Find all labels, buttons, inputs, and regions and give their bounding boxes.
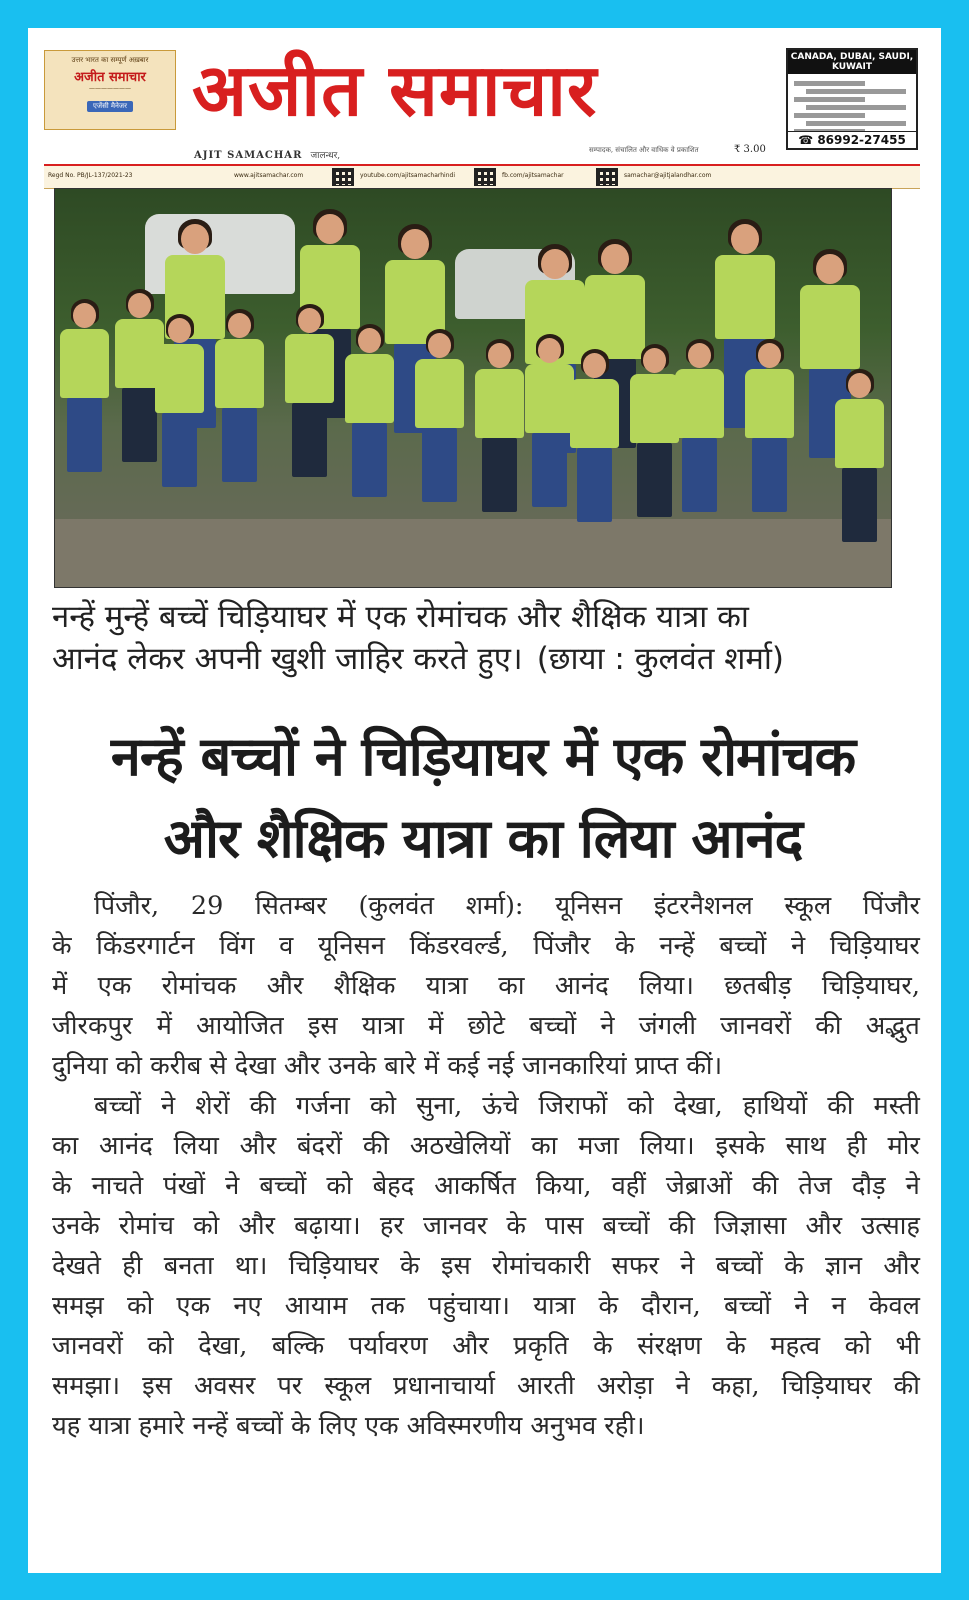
article-line: के किंडरगार्टन विंग व यूनिसन किंडरवर्ल्ड, पिंजौर के नन्हें बच्चों ने चिड़ियाघर (52, 931, 920, 961)
article-line: समझा। इस अवसर पर स्कूल प्रधानाचार्या आरती अरोड़ा ने कहा, चिड़ियाघर की (52, 1371, 920, 1401)
qr-code-icon (596, 168, 618, 186)
article-headline (48, 716, 918, 880)
article-line: देखते ही बनता था। चिड़ियाघर के इस रोमांचकारी सफर ने बच्चों के ज्ञान और (52, 1251, 920, 1281)
article-line: में एक रोमांचक और शैक्षिक यात्रा का आनंद लिया। छतबीड़ चिड़ियाघर, (52, 971, 920, 1001)
article-line: जानवरों को देखा, बल्कि पर्यावरण और प्रकृति के संरक्षण के महत्व को भी (52, 1331, 920, 1361)
caption-line: नन्हें मुन्हें बच्चें चिड़ियाघर में एक रोमांचक और शैक्षिक यात्रा का (52, 599, 749, 635)
website: www.ajitsamachar.com (234, 172, 304, 179)
email: samachar@ajitjalandhar.com (624, 172, 712, 179)
article-line: यह यात्रा हमारे नन्हें बच्चों के लिए एक अविस्मरणीय अनुभव रही। (52, 1411, 645, 1441)
photo-credit: (छाया : कुलवंत शर्मा) (536, 641, 785, 677)
qr-code-icon (474, 168, 496, 186)
ad-phone-number: 86992-27455 (817, 133, 906, 147)
article-line: जीरकपुर में आयोजित इस यात्रा में छोटे बच्चों ने जंगली जानवरों की अद्भुत (52, 1011, 920, 1041)
ad-fineprint-decor (794, 78, 912, 137)
article-body (52, 886, 920, 1446)
qr-code-icon (332, 168, 354, 186)
newspaper-title: अजीत समाचार (192, 47, 598, 132)
ear-agency-badge: एजेंसी मैनेजर (87, 101, 133, 112)
facebook-link: fb.com/ajitsamachar (502, 172, 564, 179)
info-bar (44, 164, 920, 189)
caption-line: आनंद लेकर अपनी खुशी जाहिर करते हुए। (52, 641, 523, 677)
article-line: बच्चों ने शेरों की गर्जना को सुना, ऊंचे जिराफों को देखा, हाथियों की मस्ती (94, 1091, 920, 1121)
masthead-subline (194, 143, 774, 163)
ear-brand: अजीत समाचार (74, 70, 146, 85)
article-line: समझ को एक नए आयाम तक पहुंचाया। यात्रा के दौरान, बच्चों ने न केवल (52, 1291, 920, 1321)
left-ear-ad (44, 50, 176, 130)
article-line: पिंजौर, 29 सितम्बर (कुलवंत शर्मा): यूनिसन इंटरनैशनल स्कूल पिंजौर (94, 891, 920, 921)
ear-tagline: उत्तर भारत का सम्पूर्ण अख़बार (71, 56, 149, 64)
article-line: का आनंद लिया और बंदरों की अठखेलियों का मजा लिया। इसके साथ ही मोर (52, 1131, 920, 1161)
youtube-link: youtube.com/ajitsamacharhindi (360, 172, 455, 179)
ear-fineprint-decor: ——————— (89, 85, 131, 92)
article-line: दुनिया को करीब से देखा और उनके बारे में कई नई जानकारियां प्राप्त कीं। (52, 1051, 723, 1081)
edition-city: जालन्धर, (310, 151, 341, 161)
ground (55, 519, 891, 588)
title-latin: AJIT SAMACHAR (194, 150, 303, 161)
article-line: उनके रोमांच को और बढ़ाया। हर जानवर के पास बच्चों की जिज्ञासा और उत्साह (52, 1211, 920, 1241)
article-line: के नाचते पंखों ने बच्चों को बेहद आकर्षित किया, वहीं जेब्राओं की तेज दौड़ ने (52, 1171, 920, 1201)
right-ear-ad (786, 48, 918, 150)
photo-caption (52, 596, 912, 682)
price: ₹ 3.00 (734, 144, 766, 155)
ad-phone: ☎ 86992-27455 (788, 131, 916, 148)
group-photo (54, 188, 892, 588)
masthead (44, 40, 924, 188)
newspaper-clipping (28, 28, 941, 1573)
ad-countries: CANADA, DUBAI, SAUDI, KUWAIT (788, 50, 916, 74)
masthead-tagline: सम्पादक, संचालित और वाधिक वे प्रकाशित (589, 146, 699, 154)
headline-line: और शैक्षिक यात्रा का लिया आनंद (163, 807, 803, 870)
headline-line: नन्हें बच्चों ने चिड़ियाघर में एक रोमांचक (110, 725, 856, 788)
registration-number: Regd No. PB/JL-137/2021-23 (48, 172, 133, 179)
